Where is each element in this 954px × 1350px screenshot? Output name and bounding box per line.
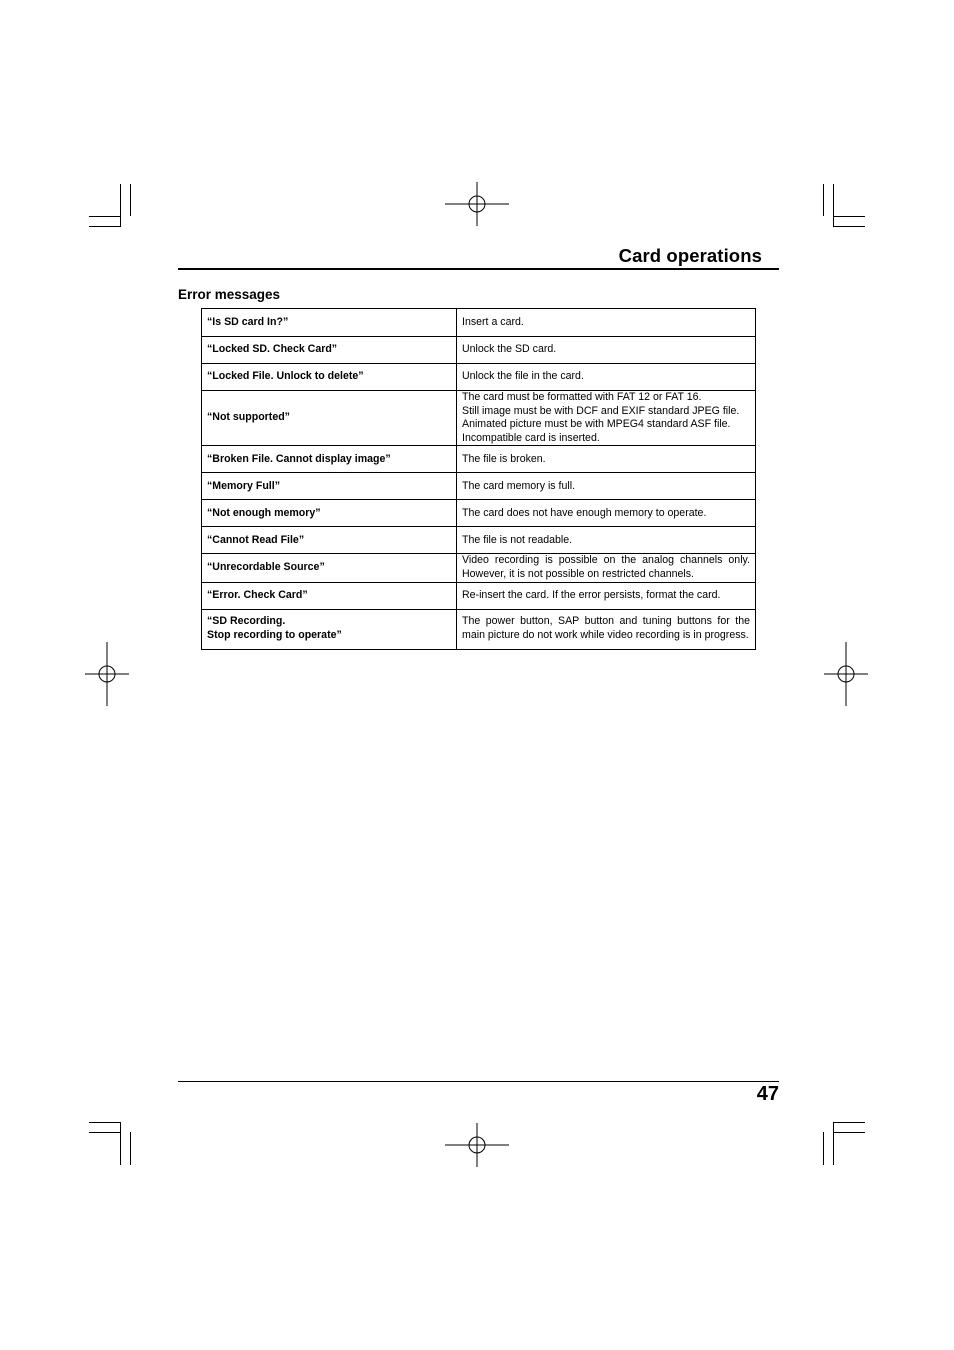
- error-description-cell: The file is broken.: [457, 446, 756, 473]
- registration-mark-icon: [445, 1113, 509, 1177]
- error-message-cell: “Unrecordable Source”: [202, 554, 457, 582]
- header-divider: [178, 268, 779, 270]
- crop-mark: [833, 1122, 865, 1123]
- error-message-cell: “Not supported”: [202, 391, 457, 446]
- crop-mark: [89, 1132, 121, 1133]
- error-messages-table: [201, 308, 756, 650]
- error-message-cell: “Not enough memory”: [202, 500, 457, 527]
- error-message-cell: “Locked File. Unlock to delete”: [202, 364, 457, 391]
- error-description-cell: Video recording is possible on the analog channels only. However, it is not possible on restricted channels.: [457, 554, 756, 582]
- table-row: [202, 500, 756, 527]
- section-heading: Error messages: [178, 287, 281, 302]
- error-message-cell: “Memory Full”: [202, 473, 457, 500]
- error-description-cell: The power button, SAP button and tuning buttons for the main picture do not work while video recording is in progress.: [457, 609, 756, 649]
- error-message-cell: “Locked SD. Check Card”: [202, 337, 457, 364]
- crop-mark: [833, 216, 865, 217]
- registration-mark-icon: [75, 642, 139, 706]
- crop-mark: [833, 1132, 865, 1133]
- crop-mark: [130, 184, 131, 216]
- table-row: [202, 337, 756, 364]
- table-row: [202, 309, 756, 337]
- footer-divider: [178, 1081, 779, 1082]
- crop-mark: [89, 226, 121, 227]
- crop-mark: [823, 184, 824, 216]
- table-row: [202, 527, 756, 554]
- table-row: [202, 582, 756, 609]
- error-description-cell: The card does not have enough memory to operate.: [457, 500, 756, 527]
- error-description-cell: Insert a card.: [457, 309, 756, 337]
- table-row: [202, 609, 756, 649]
- error-description-cell: The card memory is full.: [457, 473, 756, 500]
- crop-mark: [120, 184, 121, 227]
- page-title: Card operations: [618, 245, 762, 266]
- crop-mark: [833, 226, 865, 227]
- error-description-cell: The file is not readable.: [457, 527, 756, 554]
- error-message-cell: “Broken File. Cannot display image”: [202, 446, 457, 473]
- crop-mark: [833, 184, 834, 227]
- page-number: 47: [756, 1083, 779, 1105]
- registration-mark-icon: [814, 642, 878, 706]
- table-row: [202, 446, 756, 473]
- error-description-cell: Unlock the file in the card.: [457, 364, 756, 391]
- error-description-cell: Unlock the SD card.: [457, 337, 756, 364]
- table-row: [202, 391, 756, 446]
- crop-mark: [89, 216, 121, 217]
- crop-mark: [89, 1122, 121, 1123]
- table-row: [202, 554, 756, 582]
- error-description-cell: The card must be formatted with FAT 12 or FAT 16. Still image must be with DCF and EXIF standard JPEG file. Animated picture must be with MPEG4 standard ASF file. Incompatible card is inserted.: [457, 391, 756, 446]
- error-message-cell: “SD Recording. Stop recording to operate”: [202, 609, 457, 649]
- registration-mark-icon: [445, 172, 509, 236]
- crop-mark: [833, 1122, 834, 1165]
- error-message-cell: “Error. Check Card”: [202, 582, 457, 609]
- crop-mark: [120, 1122, 121, 1165]
- table-row: [202, 473, 756, 500]
- error-message-cell: “Is SD card In?”: [202, 309, 457, 337]
- crop-mark: [823, 1132, 824, 1165]
- crop-mark: [130, 1132, 131, 1165]
- error-description-cell: Re-insert the card. If the error persists, format the card.: [457, 582, 756, 609]
- table-row: [202, 364, 756, 391]
- error-message-cell: “Cannot Read File”: [202, 527, 457, 554]
